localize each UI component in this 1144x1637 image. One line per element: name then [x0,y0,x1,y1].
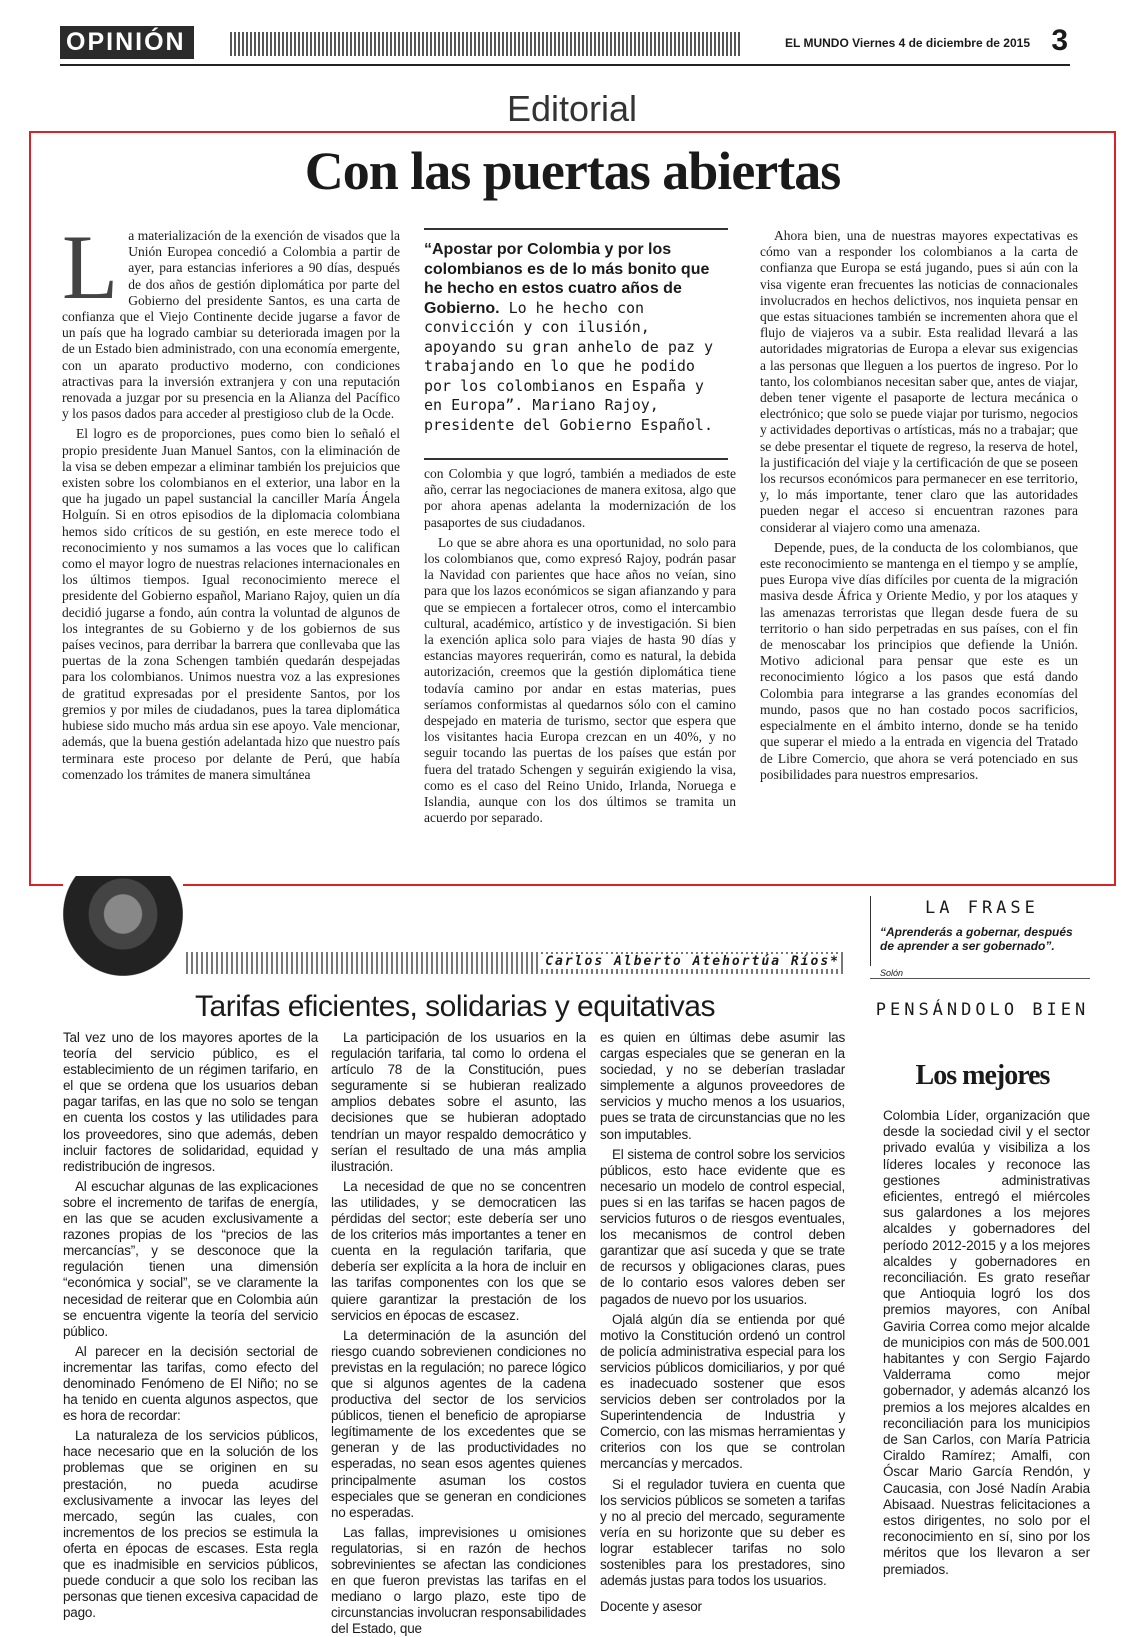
author-role: Docente y asesor [600,1599,702,1615]
editorial-column-3 [760,228,1078,868]
paragraph: Ahora bien, una de nuestras mayores expectativas es cómo van a responder los colombianos a la carta de confianza que Europa se está jugando, pues si aún con la visa vigente eran frecuentes las noticias de connacionales involucrados en hechos delictivos, nos inquieta pensar en que estas situaciones también se incrementen ahora que el flujo de viajeros va a subir. Esta realidad llevará a las autoridades migratorias de Europa a elevar sus exigencias a las personas que lleguen a los puertos de ingreso. Por lo tanto, los colombianos necesitan saber que, antes de viajar, deben tener vigente el pasaporte de lectura mecánica o electrónico; que solo se puede viajar por turismo, negocios y actividades deportivas o artísticas, más no a trabajar; que se debe presentar el tiquete de regreso, la reserva de hotel, la justificación del viaje y la certificación de que se poseen los recursos económicos para permanecer en ese territorio, y, lo más importante, tener claro que las autoridades pueden negar el acceso si encuentran razones para considerar al viajero como una amenaza. [760,228,1078,535]
pull-quote-rule [424,458,728,460]
paragraph: La participación de los usuarios en la regulación tarifaria, tal como lo ordena el artículo 78 de la Constitución, pues seguramente si se hubieran realizado amplios debates sobre el asunto, las decisiones que se hubieran adoptado tendrían un mayor respaldo democrático y serían el resultado de una más amplia ilustración. [331,1030,586,1174]
paragraph: a materialización de la exención de visados que la Unión Europea concedió a Colombia a partir de ayer, para estancias inferiores a 90 días, después de dos años de gestión diplomática por parte del Gobierno del presidente Santos, es una carta de confianza que el Viejo Continente decide jugarse a favor de un país que ha logrado cambiar su deteriorada imagen por la de un Estado bien administrado, con una economía emergente, con un aparato productivo moderno, con condiciones atractivas para la inversión extranjera y con una reputación renovada a juzgar por su presencia en la Alianza del Pacífico y los pasos dados para acceder al prestigioso club de la Ocde. [62,228,400,422]
frase-label: LA FRASE [925,898,1039,918]
paragraph: Depende, pues, de la conducta de los colombianos, que este reconocimiento se mantenga en el tiempo y se amplíe, pues Europa vive días difíciles por cuenta de la migración masiva desde África y Oriente Medio, y por los ataques y las amenazas terroristas que llegan desde fuera de su territorio o han sido perpetradas en sus países, con el fin de menoscabar los principios que defiende la Unión. Motivo adicional para pensar que este es un reconocimiento lógico a los pasos que está dando Colombia para integrarse a las grandes economías del mundo, pasos que no han costado pocos sacrificios, especialmente en el ámbito interno, donde se ha tenido que superar el miedo a la entrada en vigencia del Tratado de Libre Comercio, que ahora se verá potenciado en sus posibilidades para nuestros empresarios. [760,539,1078,782]
pensandolo-body: Colombia Líder, organización que desde la sociedad civil y el sector privado evalúa y visibiliza a los líderes locales y reconoce las gestiones administrativas eficientes, entregó el miércoles sus galardones a los mejores alcaldes y gobernadores del período 2012-2015 y a los mejores alcaldes y gobernadores en reconciliación. Es grato reseñar que Antioquia logró los dos premios mayores, con Aníbal Gaviria Correa como mejor alcalde de municipios con más de 500.001 habitantes y con Sergio Fajardo Valderrama como mejor gobernador, y además alcanzó los premios a los mejores alcaldes en reconciliación para los municipios de San Carlos, con María Patricia Ciraldo Ramírez; Amalfi, con Óscar Mario García Rendón, y Caucasia, con José Nadín Arabia Abisaad. Nuestras felicitaciones a estos dirigentes, no solo por el reconocimiento en sí, sino por los méritos que los llevaron a ser premiados. [883,1108,1090,1577]
header-hatch-pattern [230,32,740,56]
paragraph: es quien en últimas debe asumir las cargas especiales que se generan en la sociedad, y no se deberían trasladar simplemente a algunos proveedores de servicios y mucho menos a los usuarios, pues se trata de circunstancias que no les son imputables. [600,1030,845,1142]
editorial-column-2 [424,466,736,866]
pull-quote-text: Lo he hecho con convicción y con ilusión, apoyando su gran anhelo de paz y trabajando en lo que he podido por los colombianos en España y en Europa”. Mariano Rajoy, presidente del Gobierno Español. [424,298,713,434]
drop-cap: L [62,216,119,318]
page-number: 3 [1051,24,1068,57]
paragraph: La necesidad de que no se concentren las utilidades, y se democraticen las pérdidas del sector; este debería ser uno de los criterios más importantes a tener en cuenta en la regulación tarifaria, que debería ser explícita a la hora de incluir en las tarifas componentes con los que se quiere garantizar la prestación de los servicios en épocas de escasez. [331,1178,586,1323]
paragraph: La naturaleza de los servicios públicos, hace necesario que en la solución de los problemas que se originen en su prestación, no pueda acudirse exclusivamente a invocar las leyes del mercado, según las cuales, con incrementos de los precios se estimula la oferta en épocas de escases. Esta regla que es inadmisible en servicios públicos, puede conducir a que solo los reciban las personas que tienen excesiva capacidad de pago. [63,1428,318,1621]
frase-author: Solón [880,968,904,978]
pull-quote [424,228,728,435]
pensandolo-label: PENSÁNDOLO BIEN [875,1000,1090,1020]
section-name: OPINIÓN [60,26,194,59]
column-text-2 [331,1030,586,1637]
frase-divider [870,978,1090,979]
pull-quote-bold: “Apostar por Colombia y por los colombianos es de lo más bonito que he hecho en estos cuatro años de Gobierno. [424,241,710,317]
paragraph: El logro es de proporciones, pues como bien lo señaló el propio presidente Juan Manuel Santos, con la eliminación de la visa se deben empezar a eliminar también los prejuicios que existen sobre los colombianos en el exterior, una labor en la que ha jugado un papel sustancial la canciller María Ángela Holguín. Si en otros episodios de la diplomacia colombiana hemos sido críticos de su gestión, en este merece todo el reconocimiento y nos sumamos a las voces que lo califican como el mayor logro de nuestras relaciones internacionales en los últimos tiempos. Igual reconocimiento merece el presidente del Gobierno español, Mariano Rajoy, quien un día decidió jugarse a fondo, aún contra la voluntad de algunos de los integrantes de su Gobierno y de los gobiernos de sus países vecinos, para derribar la barrera que conllevaba que las puertas de la zona Schengen también quedarán despejadas para los colombianos. Unimos nuestra voz a las expresiones de gratitud expresadas por el presidente Santos, por los gremios y por miles de ciudadanos, pues la tarea diplomática hubiese sido mucho más ardua sin ese apoyo. Vale mencionar, además, que la buena gestión adelantada hizo que nuestro país terminara este proceso por delante de Perú, que había comenzado los trámites de manera simultánea [62,426,400,782]
editorial-headline: Con las puertas abiertas [304,141,841,201]
paragraph: Si el regulador tuviera en cuenta que los servicios públicos se someten a tarifas y no al precio del mercado, seguramente vería en su horizonte que su deber es lograr establecer tarifas no solo sostenibles para los prestadores, sino además justas para todos los usuarios. [600,1476,845,1589]
pensandolo-headline: Los mejores [915,1060,1050,1091]
paragraph: Al escuchar algunas de las explicaciones sobre el incremento de tarifas de energía, en las que se acuden exclusivamente a razones propias de los “precios de las mercancías”, y se desconoce que la regulación tienen una dimensión “económica y social”, se ve claramente la necesidad de reiterar que en Colombia aún se encuentra vigente la teoría del servicio público. [63,1178,318,1339]
paragraph: Lo que se abre ahora es una oportunidad, no solo para los colombianos que, como expresó Rajoy, podrán pasar la Navidad con parientes que hace años no veían, sino para que los lazos económicos se sigan afianzando y para que se empiecen a fortalecer otros, como el intercambio cultural, académico, artístico y de investigación. Si bien la exención aplica solo para viajes de hasta 90 días y estancias mayores requerirán, como es natural, la debida autorización, creemos que la gestión diplomática tiene todavía camino por andar en estas materias, pues seríamos conformistas al quedarnos sólo con el camino despejado en materia de turismo, sector que espera que los visitantes hacia Europa crezcan en un 40%, y no seguir tocando las puertas de los países que están por fuera del tratado Schengen y seguirán exigiendo la visa, como es el caso del Reino Unido, Irlanda, Noruega e Islandia, aunque con los dos últimos se tramita un acuerdo por separado. [424,534,736,826]
author-portrait [63,876,183,976]
frase-vertical-rule [870,896,871,966]
frase-quote: “Aprenderás a gobernar, después de aprender a ser gobernado”. [880,925,1073,953]
paragraph: Tal vez uno de los mayores aportes de la teoría del servicio público, es el establecimiento de un régimen tarifario, en el que se ordena que los usuarios deban pagar tarifas, en las que no solo se tengan en cuenta los costos y las utilidades para los proveedores, sino que además, deben incluir factores de solidaridad, equidad y redistribución de ingresos. [63,1030,318,1174]
paragraph: Al parecer en la decisión sectorial de incrementar las tarifas, como efecto del denominado Fenómeno de El Niño; no se ha tenido en cuenta algunos aspectos, que es hora de recordar: [63,1343,318,1424]
masthead-date: EL MUNDO Viernes 4 de diciembre de 2015 [785,36,1030,50]
page-header [60,22,1070,66]
author-byline: Carlos Alberto Atehortúa Ríos* [540,954,840,969]
paragraph: El sistema de control sobre los servicios públicos, esto hace evidente que es necesario un modelo de control especial, pues si en las tarifas se hacen pagos de servicios futuros o de riesgos eventuales, los mecanismos de control deben garantizar que así suceda y que se trate de recursos y obligaciones claras, pues de lo contario esos valores deben ser pagados de nuevo por los usuarios. [600,1146,845,1307]
column-text-1 [63,1030,318,1621]
column-headline: Tarifas eficientes, solidarias y equitativas [195,990,715,1023]
editorial-kicker: Editorial [506,88,638,129]
paragraph: Ojalá algún día se entienda por qué motivo la Constitución ordenó un control de policía administrativa especial para los servicios públicos domiciliarios, y por qué es inadecuado sostener que esos servicios deben ser controlados por la Superintendencia de Industria y Comercio, con las mismas herramientas y criterios con los que se controlan mercancías y mercados. [600,1311,845,1472]
paragraph: con Colombia y que logró, también a mediados de este año, cerrar las negociaciones de manera exitosa, algo que por ahora apenas adelanta la modernización de los pasaportes de sus ciudadanos. [424,466,736,530]
editorial-column-1 [62,216,400,868]
paragraph: La determinación de la asunción del riesgo cuando sobrevienen condiciones no previstas en la regulación; no parece lógico que si algunos agentes de la cadena productiva del sector de los servicios públicos, tienen el beneficio de apropiarse legítimamente de los excedentes que se generan y de las productividades no esperadas, no sean esos agentes quienes principalmente asuman los costos especiales que se generan en condiciones no esperadas. [331,1327,586,1520]
paragraph: Las fallas, imprevisiones u omisiones regulatorias, si en razón de hechos sobrevinientes se afectan las condiciones en que fueron previstas las tarifas en el mediano o largo plazo, este tipo de circunstancias involucran responsabilidades del Estado, que [331,1524,586,1637]
column-text-3 [600,1030,845,1615]
